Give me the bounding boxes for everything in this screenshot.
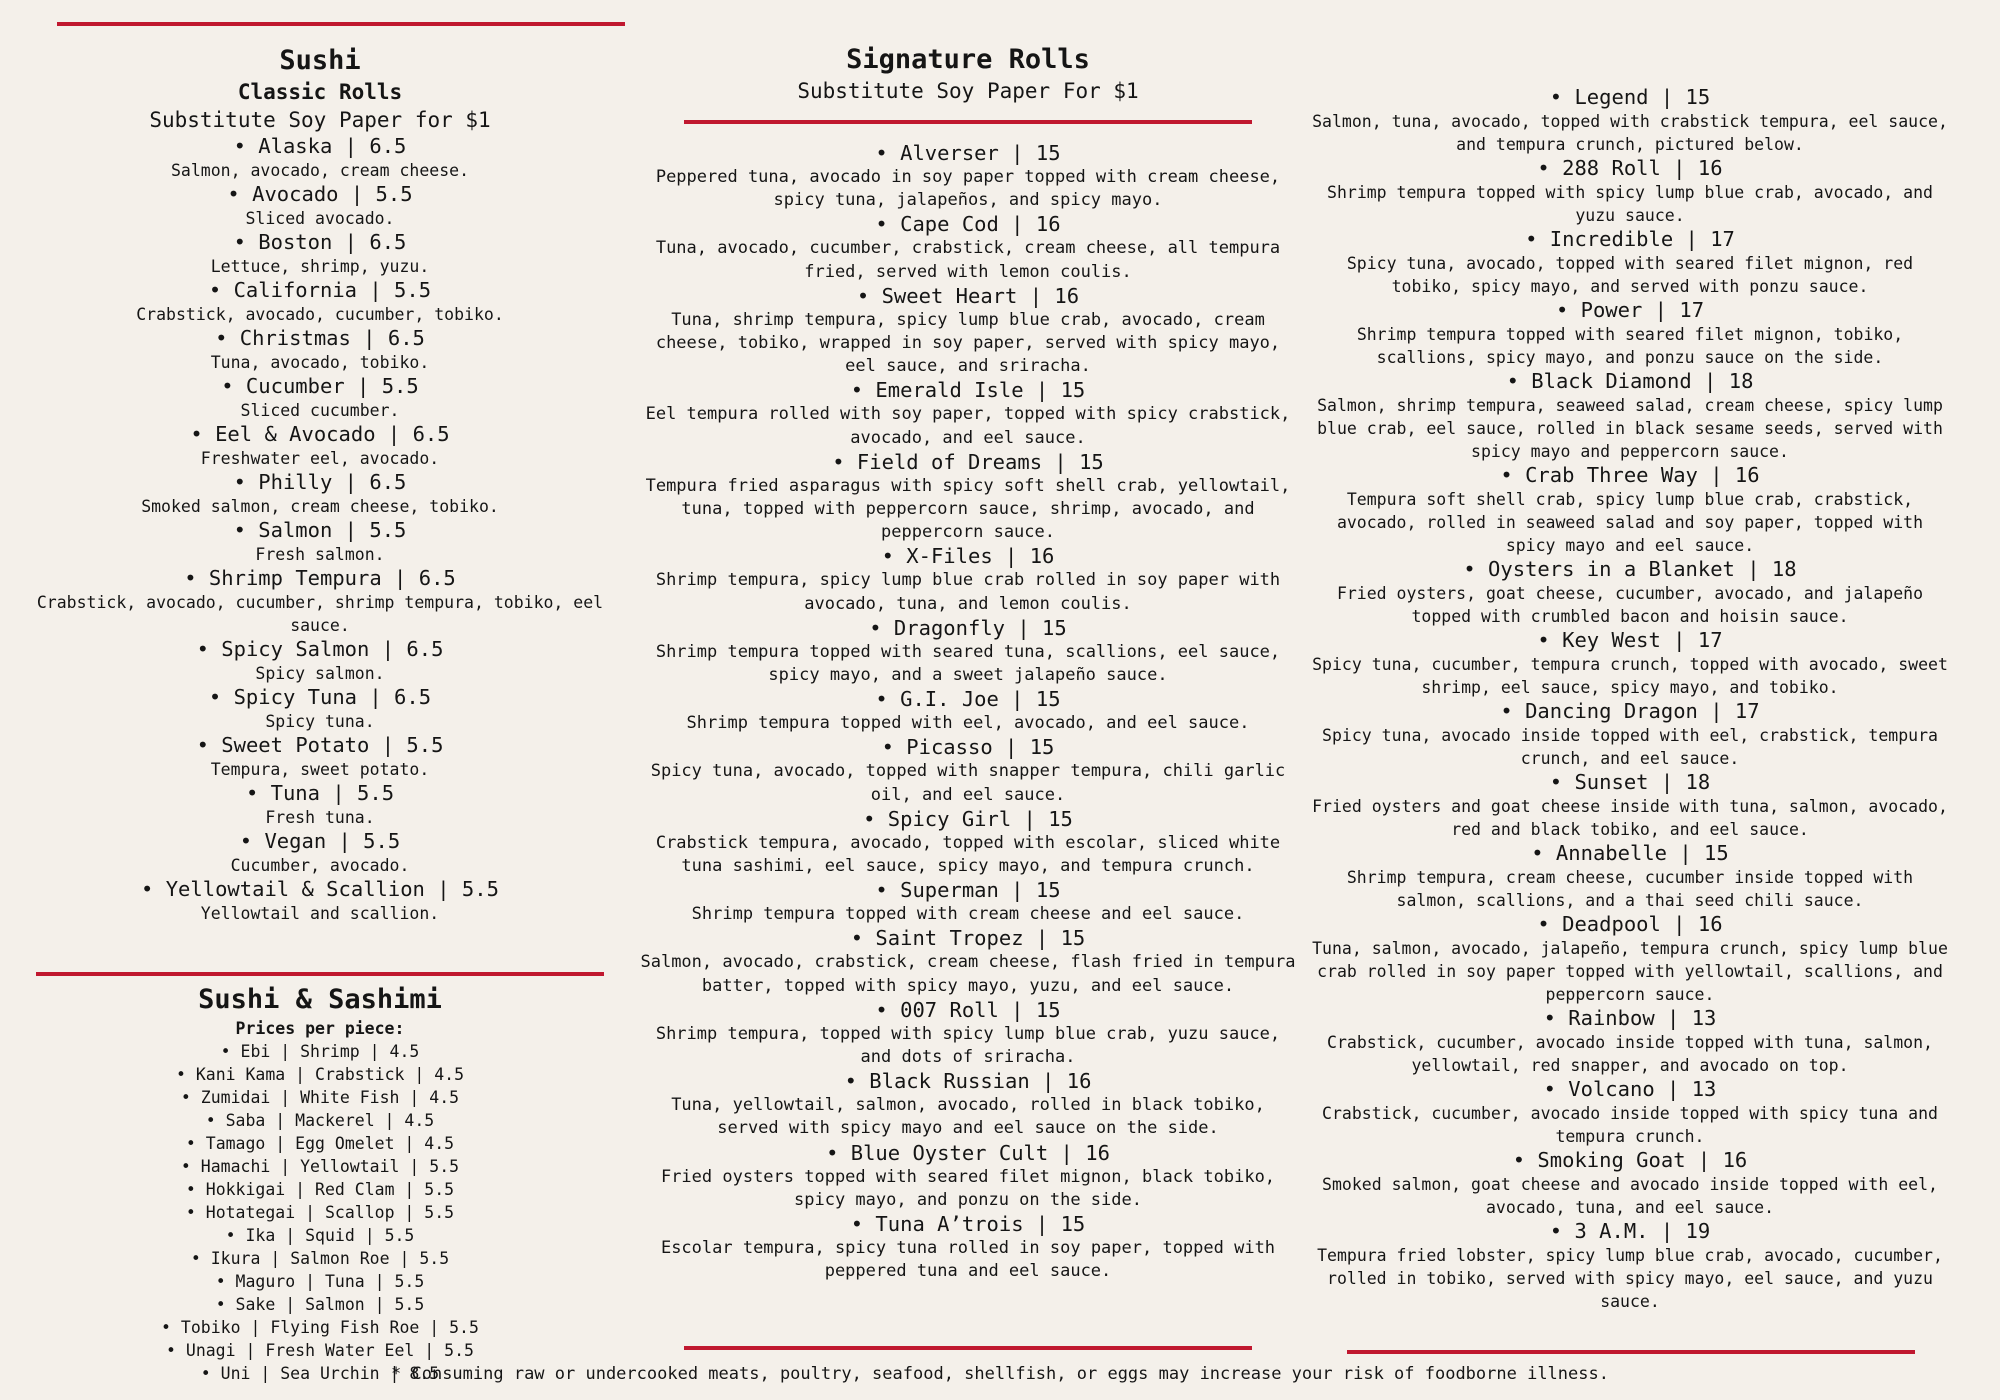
- menu-item-description: Salmon, avocado, cream cheese.: [170, 161, 469, 180]
- menu-item-name: • Spicy Girl | 15: [863, 806, 1073, 831]
- menu-item-name: • Eel & Avocado | 6.5: [190, 422, 450, 446]
- menu-item-description: Shrimp tempura, cream cheese, cucumber inside topped with salmon, scallions, and a thai seed chili sauce.: [1346, 868, 1914, 910]
- menu-item-description: Spicy tuna, cucumber, tempura crunch, topped with avocado, sweet shrimp, eel sauce, spicy mayo, and tobiko.: [1312, 655, 1948, 697]
- menu-item-description: Shrimp tempura, spicy lump blue crab rolled in soy paper with avocado, tuna, and lemon coulis.: [655, 570, 1281, 614]
- menu-item-name: • Legend | 15: [1549, 85, 1711, 109]
- menu-item-name: • Cape Cod | 16: [875, 212, 1061, 237]
- menu-item-name: • Dancing Dragon | 17: [1500, 699, 1760, 723]
- menu-item-description: Crabstick, avocado, cucumber, shrimp tempura, tobiko, eel sauce.: [36, 593, 604, 635]
- menu-item-description: Shrimp tempura topped with eel, avocado, and eel sauce.: [686, 713, 1250, 734]
- menu-item-description: Fried oysters topped with seared filet mignon, black tobiko, spicy mayo, and ponzu on the side.: [660, 1166, 1276, 1210]
- menu-item-description: Salmon, shrimp tempura, seaweed salad, cream cheese, spicy lump blue crab, eel sauce, rolled in black sesame seeds, served with spicy mayo and peppercorn sauce.: [1317, 396, 1943, 461]
- sashimi-item: • Hotategai | Scallop | 5.5: [185, 1203, 455, 1222]
- menu-item-name: • Spicy Salmon | 6.5: [196, 637, 444, 661]
- menu-item-description: Crabstick, cucumber, avocado inside topped with spicy tuna and tempura crunch.: [1322, 1104, 1938, 1146]
- menu-item-description: Freshwater eel, avocado.: [200, 449, 440, 468]
- divider: [57, 22, 625, 26]
- sashimi-item: • Ikura | Salmon Roe | 5.5: [190, 1249, 450, 1268]
- sashimi-item: • Hokkigai | Red Clam | 5.5: [185, 1180, 455, 1199]
- menu-item-description: Shrimp tempura topped with seared tuna, scallions, eel sauce, spicy mayo, and a sweet jalapeño sauce.: [655, 641, 1281, 686]
- menu-item-description: Peppered tuna, avocado in soy paper topped with cream cheese, spicy tuna, jalapeños, and spicy mayo.: [655, 167, 1281, 211]
- menu-item-description: Escolar tempura, spicy tuna rolled in soy paper, topped with peppered tuna and eel sauce.: [660, 1238, 1276, 1282]
- section-title: Sushi & Sashimi: [198, 984, 442, 1015]
- sashimi-item: • Hamachi | Yellowtail | 5.5: [180, 1157, 460, 1176]
- menu-item-name: • Cucumber | 5.5: [221, 374, 419, 398]
- section-note: Prices per piece:: [235, 1019, 405, 1038]
- menu-item-name: • Spicy Tuna | 6.5: [208, 685, 432, 709]
- menu-item-name: • Avocado | 5.5: [227, 182, 413, 206]
- menu-item-description: Tempura, sweet potato.: [210, 760, 430, 779]
- menu-item-description: Eel tempura rolled with soy paper, topped with spicy crabstick, avocado, and eel sauce.: [645, 404, 1291, 448]
- menu-item-description: Crabstick tempura, avocado, topped with escolar, sliced white tuna sashimi, eel sauce, spicy mayo, and tempura crunch.: [655, 832, 1281, 877]
- menu-item-name: • Smoking Goat | 16: [1512, 1148, 1748, 1172]
- menu-item-description: Tempura fried asparagus with spicy soft shell crab, yellowtail, tuna, topped with peppercorn sauce, shrimp, avocado, and peppercorn sauce.: [645, 475, 1291, 543]
- menu-item-name: • X-Files | 16: [881, 544, 1055, 569]
- menu-item-name: • Tuna A’trois | 15: [850, 1212, 1086, 1237]
- menu-item-description: Smoked salmon, goat cheese and avocado inside topped with eel, avocado, tuna, and eel sauce.: [1322, 1175, 1938, 1217]
- menu-item-name: • Deadpool | 16: [1537, 912, 1723, 936]
- menu-item-name: • Incredible | 17: [1525, 227, 1735, 251]
- sashimi-item: • Tobiko | Flying Fish Roe | 5.5: [161, 1318, 479, 1337]
- signature-list-right: [1310, 85, 1950, 1313]
- sashimi-item: • Saba | Mackerel | 4.5: [205, 1111, 435, 1130]
- menu-item-description: Spicy tuna, avocado inside topped with eel, crabstick, tempura crunch, and eel sauce.: [1322, 726, 1938, 768]
- menu-item-name: • Vegan | 5.5: [239, 829, 401, 853]
- menu-item-description: Tuna, shrimp tempura, spicy lump blue crab, avocado, cream cheese, tobiko, wrapped in soy paper, served with spicy mayo, eel sauce, and sriracha.: [655, 309, 1281, 377]
- menu-item-description: Tuna, yellowtail, salmon, avocado, rolled in black tobiko, served with spicy mayo and eel sauce on the side.: [671, 1095, 1265, 1139]
- menu-item-description: Crabstick, cucumber, avocado inside topped with tuna, salmon, yellowtail, red snapper, and avocado on top.: [1327, 1033, 1933, 1075]
- menu-item-name: • Boston | 6.5: [233, 230, 407, 254]
- sashimi-item: • Unagi | Fresh Water Eel | 5.5: [166, 1341, 474, 1360]
- menu-list: [22, 1040, 618, 1385]
- menu-item-name: • Shrimp Tempura | 6.5: [184, 566, 456, 590]
- menu-item-name: • Black Russian | 16: [844, 1069, 1092, 1094]
- sashimi-item: • Sake | Salmon | 5.5: [215, 1295, 425, 1314]
- menu-item-description: Shrimp tempura, topped with spicy lump blue crab, yuzu sauce, and dots of sriracha.: [655, 1023, 1281, 1068]
- menu-item-description: Tempura fried lobster, spicy lump blue crab, avocado, cucumber, rolled in tobiko, served with spicy mayo, eel sauce, and yuzu sauce.: [1317, 1246, 1943, 1311]
- menu-item-name: • Blue Oyster Cult | 16: [826, 1140, 1110, 1165]
- menu-item-description: Tuna, avocado, tobiko.: [210, 353, 430, 372]
- signature-list-middle: [640, 141, 1296, 1284]
- menu-item-name: • Emerald Isle | 15: [850, 378, 1086, 403]
- menu-item-name: • Tuna | 5.5: [245, 781, 395, 805]
- menu-item-name: • Crab Three Way | 16: [1500, 463, 1760, 487]
- menu-item-description: Spicy tuna, avocado, topped with snapper tempura, chili garlic oil, and eel sauce.: [650, 761, 1286, 805]
- sashimi-item: • Tamago | Egg Omelet | 4.5: [185, 1134, 455, 1153]
- section-subtitle: Classic Rolls: [237, 80, 403, 104]
- menu-item-name: • Key West | 17: [1537, 628, 1723, 652]
- menu-item-description: Spicy salmon.: [255, 664, 385, 683]
- menu-item-description: Shrimp tempura topped with spicy lump blue crab, avocado, and yuzu sauce.: [1327, 183, 1933, 225]
- menu-item-name: • Oysters in a Blanket | 18: [1463, 557, 1797, 581]
- sushi-section: [22, 44, 618, 925]
- section-title: Sushi: [279, 45, 361, 76]
- sashimi-item: • Zumidai | White Fish | 4.5: [180, 1088, 460, 1107]
- menu-item-name: • Volcano | 13: [1543, 1077, 1717, 1101]
- menu-item-name: • Rainbow | 13: [1543, 1006, 1717, 1030]
- menu-item-description: Shrimp tempura topped with cream cheese and eel sauce.: [691, 904, 1245, 925]
- section-title: Signature Rolls: [846, 44, 1090, 75]
- sashimi-item: • Kani Kama | Crabstick | 4.5: [175, 1065, 465, 1084]
- menu-item-name: • G.I. Joe | 15: [875, 687, 1061, 712]
- menu-item-name: • Superman | 15: [875, 878, 1061, 903]
- menu-item-description: Sliced avocado.: [245, 209, 395, 228]
- menu-item-description: Tempura soft shell crab, spicy lump blue crab, crabstick, avocado, rolled in seaweed salad and soy paper, topped with spicy mayo and eel sauce.: [1336, 490, 1924, 555]
- menu-item-description: Fresh tuna.: [265, 808, 375, 827]
- menu-item-name: • Power | 17: [1555, 298, 1705, 322]
- menu-item-name: • 3 A.M. | 19: [1549, 1219, 1711, 1243]
- menu-item-name: • Picasso | 15: [881, 735, 1055, 760]
- sashimi-item: • Ika | Squid | 5.5: [225, 1226, 415, 1245]
- divider: [36, 972, 604, 976]
- sashimi-item: • Uni | Sea Urchin | 8.5: [200, 1364, 440, 1383]
- section-note: Substitute Soy Paper For $1: [797, 79, 1139, 103]
- menu-item-description: Smoked salmon, cream cheese, tobiko.: [141, 497, 499, 516]
- menu-item-description: Fried oysters, goat cheese, cucumber, avocado, and jalapeño topped with crumbled bacon and hoisin sauce.: [1336, 584, 1924, 626]
- menu-item-description: Fried oysters and goat cheese inside with tuna, salmon, avocado, red and black tobiko, and eel sauce.: [1312, 797, 1948, 839]
- sashimi-section: [22, 983, 618, 1385]
- menu-item-name: • 288 Roll | 16: [1537, 156, 1723, 180]
- menu-item-description: Salmon, tuna, avocado, topped with crabstick tempura, eel sauce, and tempura crunch, pictured below.: [1312, 112, 1948, 154]
- menu-item-description: Tuna, salmon, avocado, jalapeño, tempura crunch, spicy lump blue crab rolled in soy paper topped with yellowtail, scallions, and peppercorn sauce.: [1312, 939, 1948, 1004]
- menu-item-name: • Dragonfly | 15: [869, 615, 1067, 640]
- sashimi-item: • Maguro | Tuna | 5.5: [215, 1272, 425, 1291]
- menu-item-name: • 007 Roll | 15: [875, 997, 1061, 1022]
- menu-list: [22, 134, 618, 925]
- menu-item-name: • Saint Tropez | 15: [850, 926, 1086, 951]
- menu-item-description: Shrimp tempura topped with seared filet mignon, tobiko, scallions, spicy mayo, and ponzu sauce on the side.: [1356, 325, 1904, 367]
- menu-item-name: • Sweet Potato | 5.5: [196, 733, 444, 757]
- menu-item-name: • Black Diamond | 18: [1506, 369, 1754, 393]
- menu-item-name: • Annabelle | 15: [1531, 841, 1729, 865]
- menu-item-description: Cucumber, avocado.: [230, 856, 410, 875]
- sashimi-item: • Ebi | Shrimp | 4.5: [220, 1042, 420, 1061]
- menu-item-name: • Christmas | 6.5: [215, 326, 425, 350]
- menu-item-name: • California | 5.5: [208, 278, 432, 302]
- menu-item-description: Spicy tuna.: [265, 712, 375, 731]
- divider: [684, 1346, 1252, 1350]
- menu-item-name: • Alaska | 6.5: [233, 134, 407, 158]
- menu-item-description: Spicy tuna, avocado, topped with seared filet mignon, red tobiko, spicy mayo, and served with ponzu sauce.: [1346, 254, 1914, 296]
- divider: [684, 120, 1252, 124]
- menu-item-description: Tuna, avocado, cucumber, crabstick, cream cheese, all tempura fried, served with lemon coulis.: [655, 238, 1281, 282]
- menu-item-name: • Alverser | 15: [875, 141, 1061, 165]
- menu-item-name: • Field of Dreams | 15: [832, 449, 1104, 474]
- menu-item-name: • Salmon | 5.5: [233, 518, 407, 542]
- menu-item-description: Lettuce, shrimp, yuzu.: [210, 257, 430, 276]
- signature-header: [640, 43, 1296, 105]
- menu-item-description: Salmon, avocado, crabstick, cream cheese, flash fried in tempura batter, topped with spicy mayo, yuzu, and eel sauce.: [640, 952, 1296, 996]
- menu-item-description: Crabstick, avocado, cucumber, tobiko.: [136, 305, 504, 324]
- menu-item-name: • Yellowtail & Scallion | 5.5: [141, 877, 499, 901]
- menu-item-description: Yellowtail and scallion.: [200, 904, 440, 923]
- menu-item-name: • Sunset | 18: [1549, 770, 1711, 794]
- menu-item-name: • Sweet Heart | 16: [856, 283, 1080, 308]
- menu-item-description: Fresh salmon.: [255, 545, 385, 564]
- menu-item-description: Sliced cucumber.: [240, 401, 400, 420]
- section-note: Substitute Soy Paper for $1: [149, 108, 491, 132]
- menu-item-name: • Philly | 6.5: [233, 470, 407, 494]
- footer-disclaimer: * Consuming raw or undercooked meats, poultry, seafood, shellfish, or eggs may increase your risk of foodborne illness.: [391, 1364, 1609, 1384]
- divider: [1347, 1350, 1915, 1354]
